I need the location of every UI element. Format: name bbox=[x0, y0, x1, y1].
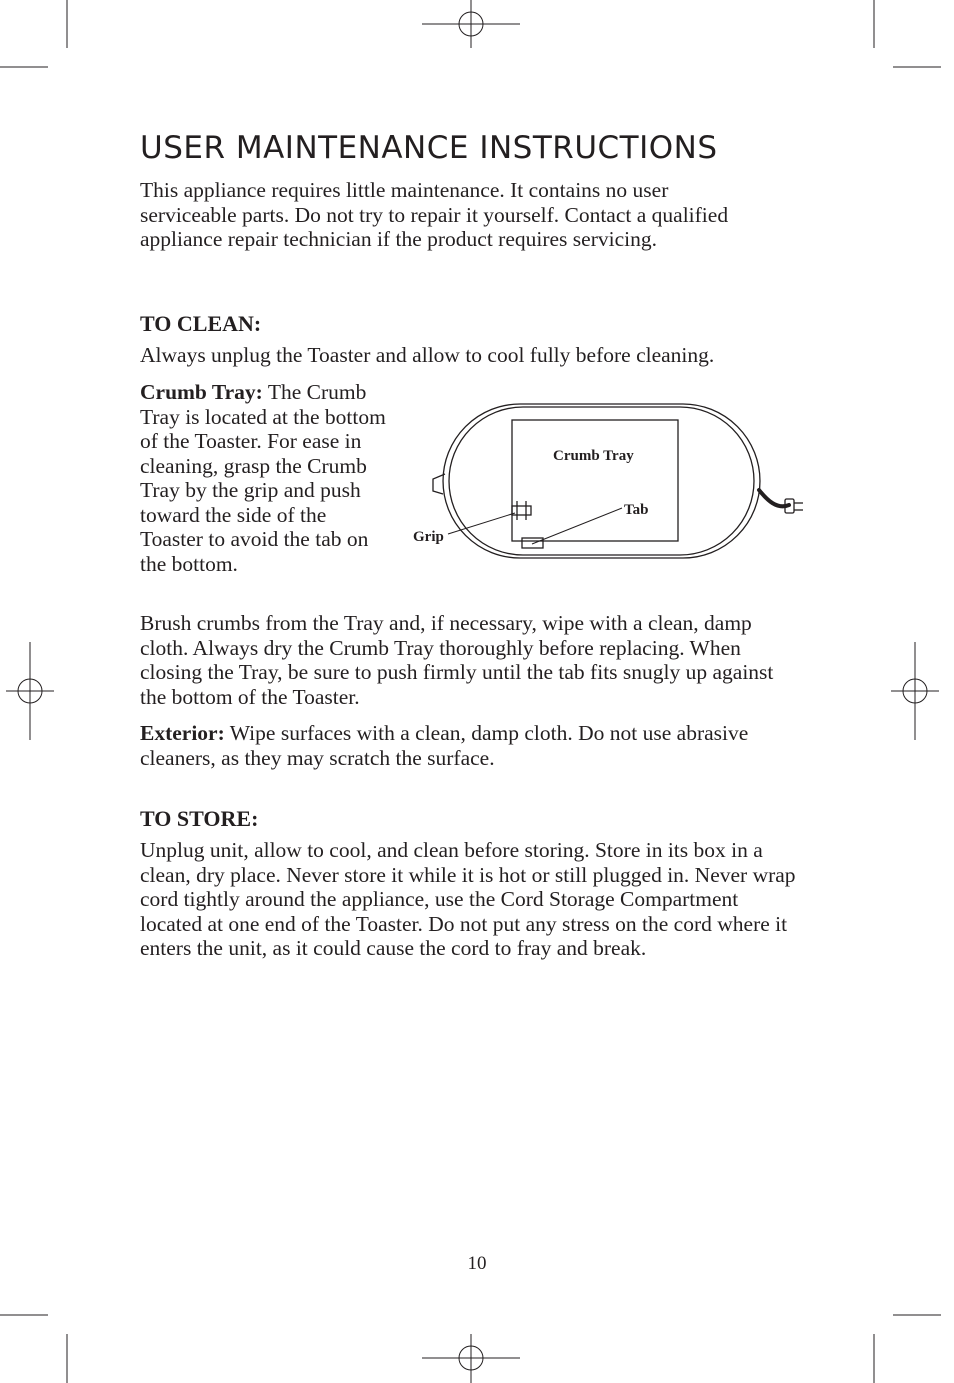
crumb-tray-paragraph bbox=[140, 380, 390, 576]
page-number: 10 bbox=[467, 1253, 487, 1274]
brush-paragraph: Brush crumbs from the Tray and, if necessary, wipe with a clean, damp cloth. Always dry the Crumb Tray thoroughly before replacing. When closing the Tray, be sure to push firmly until the tab fits snugly up against the bottom of the Toaster. bbox=[140, 611, 774, 709]
to-clean-heading: TO CLEAN: bbox=[140, 311, 262, 336]
tab-leader bbox=[532, 508, 622, 544]
crumb-tray-diagram-label: Crumb Tray bbox=[553, 448, 634, 464]
tab-rect bbox=[522, 538, 543, 548]
crumb-tray-label: Crumb Tray: bbox=[140, 380, 263, 404]
crumb-tray-rect bbox=[512, 420, 678, 541]
registration-mark-right bbox=[891, 642, 939, 740]
toaster-inner-rim bbox=[449, 407, 754, 555]
exterior-text: Wipe surfaces with a clean, damp cloth. Do not use abrasive cleaners, as they may scratch the surface. bbox=[140, 721, 749, 770]
tab-diagram-label: Tab bbox=[624, 502, 649, 518]
to-store-heading: TO STORE: bbox=[140, 806, 259, 831]
registration-mark-top bbox=[422, 0, 520, 48]
grip-diagram-label: Grip bbox=[413, 529, 444, 545]
toaster-outline bbox=[443, 404, 760, 558]
page-title: USER MAINTENANCE INSTRUCTIONS bbox=[140, 130, 718, 166]
grip-handle bbox=[512, 501, 531, 520]
crumb-tray-text: The Crumb Tray is located at the bottom of the Toaster. For ease in cleaning, grasp the Crumb Tray by the grip and push toward the side of the Toaster to avoid the tab on the bottom. bbox=[140, 380, 386, 576]
store-paragraph: Unplug unit, allow to cool, and clean before storing. Store in its box in a clean, dry place. Never store it while it is hot or still plugged in. Never wrap cord tightly around the appliance, use the Cord Storage Compartment located at one end of the Toaster. Do not put any stress on the cord where it enters the unit, as it could cause the cord to fray and break. bbox=[140, 838, 796, 960]
registration-mark-left bbox=[6, 642, 54, 740]
unplug-paragraph: Always unplug the Toaster and allow to cool fully before cleaning. bbox=[140, 343, 715, 367]
registration-mark-bottom bbox=[422, 1334, 520, 1383]
exterior-label: Exterior: bbox=[140, 721, 225, 745]
intro-paragraph: This appliance requires little maintenance. It contains no user serviceable parts. Do not try to repair it yourself. Contact a qualified appliance repair technician if the product requires servicing. bbox=[140, 178, 729, 251]
exterior-paragraph bbox=[140, 721, 780, 770]
toaster-bottom-diagram bbox=[405, 395, 815, 575]
